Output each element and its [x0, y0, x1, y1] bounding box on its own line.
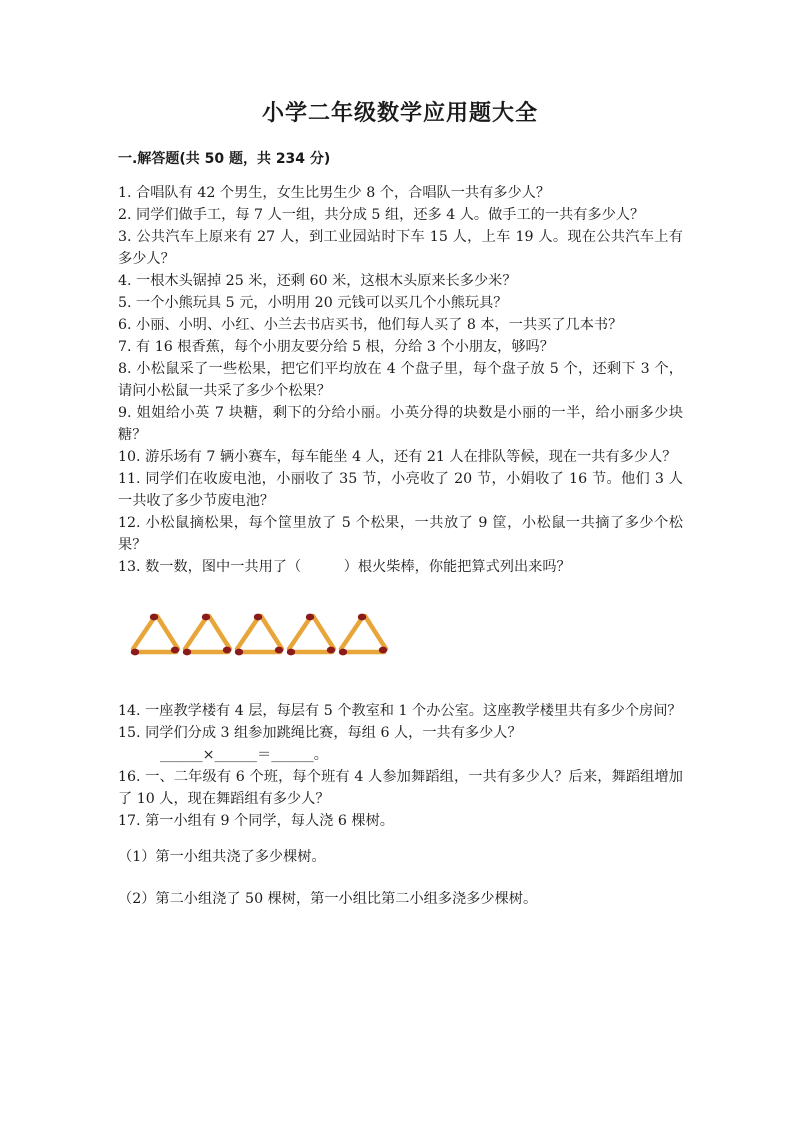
answer-fill-line: ______×______＝______。: [160, 747, 328, 763]
match-head: [202, 614, 210, 621]
match-head: [327, 647, 335, 654]
matchstick-triangles-icon: [126, 608, 391, 660]
question-12: 12. 小松鼠摘松果，每个筐里放了 5 个松果，一共放了 9 筐，小松鼠一共摘了多少个松果？: [118, 515, 683, 553]
match-head: [183, 649, 191, 656]
question-4: 4. 一根木头锯掉 25 米，还剩 60 米，这根木头原来长多少米？: [118, 273, 517, 289]
matchstick: [365, 616, 386, 649]
sub-question-1: （1）第一小组共浇了多少棵树。: [118, 849, 326, 865]
match-head: [235, 649, 243, 656]
match-head: [254, 614, 262, 621]
question-1: 1. 合唱队有 42 个男生，女生比男生少 8 个，合唱队一共有多少人？: [118, 185, 551, 201]
question-10: 10. 游乐场有 7 辆小赛车，每车能坐 4 人，还有 21 人在排队等候，现在一共有多少人？: [118, 449, 677, 465]
match-head: [287, 649, 295, 656]
question-7: 7. 有 16 根香蕉，每个小朋友要分给 5 根，分给 3 个小朋友，够吗？: [118, 339, 554, 355]
question-2: 2. 同学们做手工，每 7 人一组，共分成 5 组，还多 4 人。做手工的一共有多少人？: [118, 207, 645, 223]
question-3: 3. 公共汽车上原来有 27 人，到工业园站时下车 15 人，上车 19 人。现在公共汽车上有多少人？: [118, 229, 683, 267]
match-head: [358, 614, 366, 621]
match-head: [379, 647, 387, 654]
matchstick: [289, 618, 310, 649]
matchstick: [209, 616, 230, 649]
matchstick: [133, 618, 154, 649]
match-head: [171, 647, 179, 654]
question-14: 14. 一座教学楼有 4 层，每层有 5 个教室和 1 个办公室。这座教学楼里共有多少个房间？: [118, 703, 682, 719]
question-13: 13. 数一数，图中一共用了（ ）根火柴棒，你能把算式列出来吗？: [118, 559, 571, 575]
question-8: 8. 小松鼠采了一些松果，把它们平均放在 4 个盘子里，每个盘子放 5 个，还剩下 3 个，请问小松鼠一共采了多少个松果？: [118, 361, 683, 399]
question-6: 6. 小丽、小明、小红、小兰去书店买书，他们每人买了 8 本，一共买了几本书？: [118, 317, 623, 333]
question-16: 16. 一、二年级有 6 个班，每个班有 4 人参加舞蹈组，一共有多少人？后来，舞蹈组增加了 10 人，现在舞蹈组有多少人？: [118, 769, 683, 807]
question-5: 5. 一个小熊玩具 5 元，小明用 20 元钱可以买几个小熊玩具？: [118, 295, 508, 311]
match-head: [275, 647, 283, 654]
page-title: 小学二年级数学应用题大全: [261, 101, 538, 126]
matchstick: [237, 618, 258, 649]
matchstick: [157, 616, 178, 649]
question-11: 11. 同学们在收废电池，小丽收了 35 节，小亮收了 20 节，小娟收了 16 节。他们 3 人一共收了多少节废电池？: [118, 471, 683, 509]
match-head: [339, 649, 347, 656]
matchstick: [261, 616, 282, 649]
matchstick: [341, 618, 362, 649]
question-17: 17. 第一小组有 9 个同学，每人浇 6 棵树。: [118, 813, 394, 829]
matchstick: [185, 618, 206, 649]
question-15: 15. 同学们分成 3 组参加跳绳比赛，每组 6 人，一共有多少人？: [118, 725, 522, 741]
sub-question-2: （2）第二小组浇了 50 棵树，第一小组比第二小组多浇多少棵树。: [118, 891, 538, 907]
match-head: [306, 614, 314, 621]
question-9: 9. 姐姐给小英 7 块糖，剩下的分给小丽。小英分得的块数是小丽的一半，给小丽多少块糖？: [118, 405, 683, 443]
match-head: [150, 614, 158, 621]
question-list: [118, 182, 683, 910]
matchstick: [313, 616, 334, 649]
match-head: [131, 649, 139, 656]
section-heading: 一.解答题(共 50 题，共 234 分): [118, 151, 331, 167]
match-head: [223, 647, 231, 654]
